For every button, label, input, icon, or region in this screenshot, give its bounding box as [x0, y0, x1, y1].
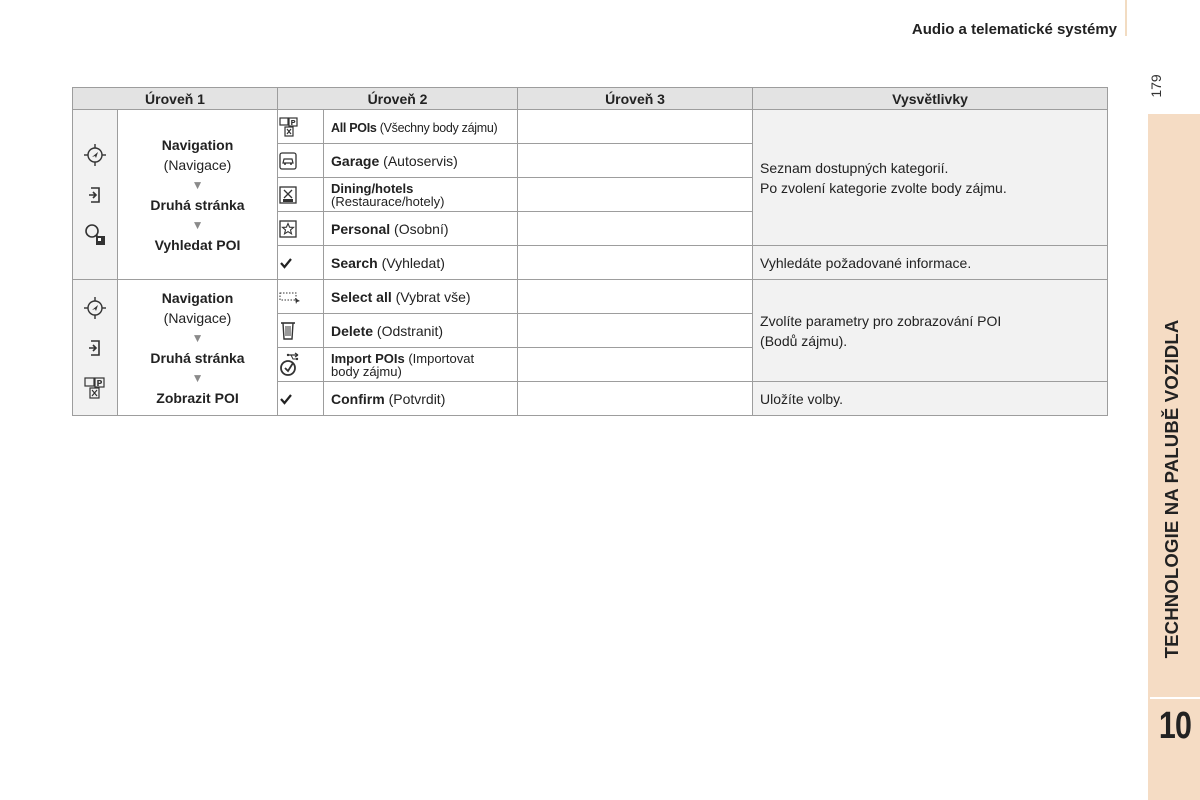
arrow-down-icon: ▼: [191, 177, 204, 192]
search-poi-label: Vyhledat POI: [154, 236, 241, 253]
chapter-divider: [1150, 697, 1200, 699]
usb-import-icon: [278, 352, 302, 378]
all-pois-icon-cell: [278, 110, 324, 144]
option-delete[interactable]: Delete (Odstranit): [324, 314, 518, 348]
header-explanation: Vysvětlivky: [753, 88, 1108, 110]
search-icon-cell: [278, 246, 324, 280]
option-select-all[interactable]: Select all (Vybrat vše): [324, 280, 518, 314]
nav-label: Navigation: [161, 289, 234, 306]
page-number-text: 179: [1148, 74, 1164, 98]
page-header-title: Audio a telematické systémy: [911, 21, 1117, 38]
check-icon: [278, 255, 294, 271]
header-level-1: Úroveň 1: [73, 88, 278, 110]
level3-cell: [518, 382, 753, 416]
chapter-title-text: TECHNOLOGIE NA PALUBĚ VOZIDLA: [1161, 319, 1182, 659]
option-search[interactable]: Search (Vyhledat): [324, 246, 518, 280]
level3-cell: [518, 110, 753, 144]
option-personal[interactable]: Personal (Osobní): [324, 212, 518, 246]
svg-text:P: P: [96, 378, 103, 388]
level1-path: [118, 110, 278, 280]
show-poi-icon: [82, 375, 108, 401]
level1-icons: [73, 280, 118, 416]
level1-path: [118, 280, 278, 416]
personal-icon-cell: [278, 212, 324, 246]
dining-icon: [278, 185, 298, 205]
check-icon: [278, 391, 294, 407]
header-divider: [1125, 0, 1127, 36]
chapter-number: 10: [1158, 705, 1192, 747]
level3-cell: [518, 314, 753, 348]
level3-cell: [518, 144, 753, 178]
garage-icon-cell: [278, 144, 324, 178]
show-poi-label: Zobrazit POI: [156, 389, 239, 406]
delete-icon-cell: [278, 314, 324, 348]
garage-icon: [278, 151, 298, 171]
option-import-pois[interactable]: Import POIs (Importovat body zájmu): [324, 348, 518, 382]
navigation-icon: [82, 295, 108, 321]
explanation-categories: Seznam dostupných kategorií. Po zvolení kategorie zvolte body zájmu.: [753, 110, 1108, 246]
import-icon-cell: [278, 348, 324, 382]
star-icon: [278, 219, 298, 239]
table-row: [73, 110, 1108, 144]
level1-icons: [73, 110, 118, 280]
arrow-down-icon: ▼: [191, 330, 204, 345]
header-level-2: Úroveň 2: [278, 88, 518, 110]
level3-cell: [518, 246, 753, 280]
search-poi-icon: [82, 222, 108, 248]
poi-menu-table: [72, 87, 1108, 416]
option-garage[interactable]: Garage (Autoservis): [324, 144, 518, 178]
second-page-label: Druhá stránka: [150, 196, 245, 213]
level3-cell: [518, 280, 753, 314]
navigation-icon: [82, 142, 108, 168]
table-header-row: [73, 88, 1108, 110]
table-row: [73, 280, 1108, 314]
nav-label: Navigation: [161, 136, 234, 153]
option-all-pois[interactable]: All POIs (Všechny body zájmu): [324, 110, 518, 144]
option-dining-hotels[interactable]: Dining/hotels (Restaurace/hotely): [324, 178, 518, 212]
arrow-down-icon: ▼: [191, 370, 204, 385]
arrow-down-icon: ▼: [191, 217, 204, 232]
option-confirm[interactable]: Confirm (Potvrdit): [324, 382, 518, 416]
level3-cell: [518, 348, 753, 382]
poi-icon: [278, 116, 300, 138]
trash-icon: [278, 320, 298, 342]
svg-text:P: P: [290, 118, 296, 127]
header-level-3: Úroveň 3: [518, 88, 753, 110]
chapter-title: [1150, 292, 1194, 686]
dining-icon-cell: [278, 178, 324, 212]
second-page-label: Druhá stránka: [150, 349, 245, 366]
nav-label-cz: (Navigace): [163, 156, 232, 173]
next-page-icon: [82, 182, 108, 208]
select-all-icon: [278, 289, 302, 305]
page-number: [1146, 74, 1166, 98]
next-page-icon: [82, 335, 108, 361]
nav-label-cz: (Navigace): [163, 309, 232, 326]
level3-cell: [518, 178, 753, 212]
explanation-search: Vyhledáte požadované informace.: [753, 246, 1108, 280]
explanation-display-parameters: Zvolíte parametry pro zobrazování POI (Bodů zájmu).: [753, 280, 1108, 382]
select-all-icon-cell: [278, 280, 324, 314]
level3-cell: [518, 212, 753, 246]
confirm-icon-cell: [278, 382, 324, 416]
explanation-save: Uložíte volby.: [753, 382, 1108, 416]
